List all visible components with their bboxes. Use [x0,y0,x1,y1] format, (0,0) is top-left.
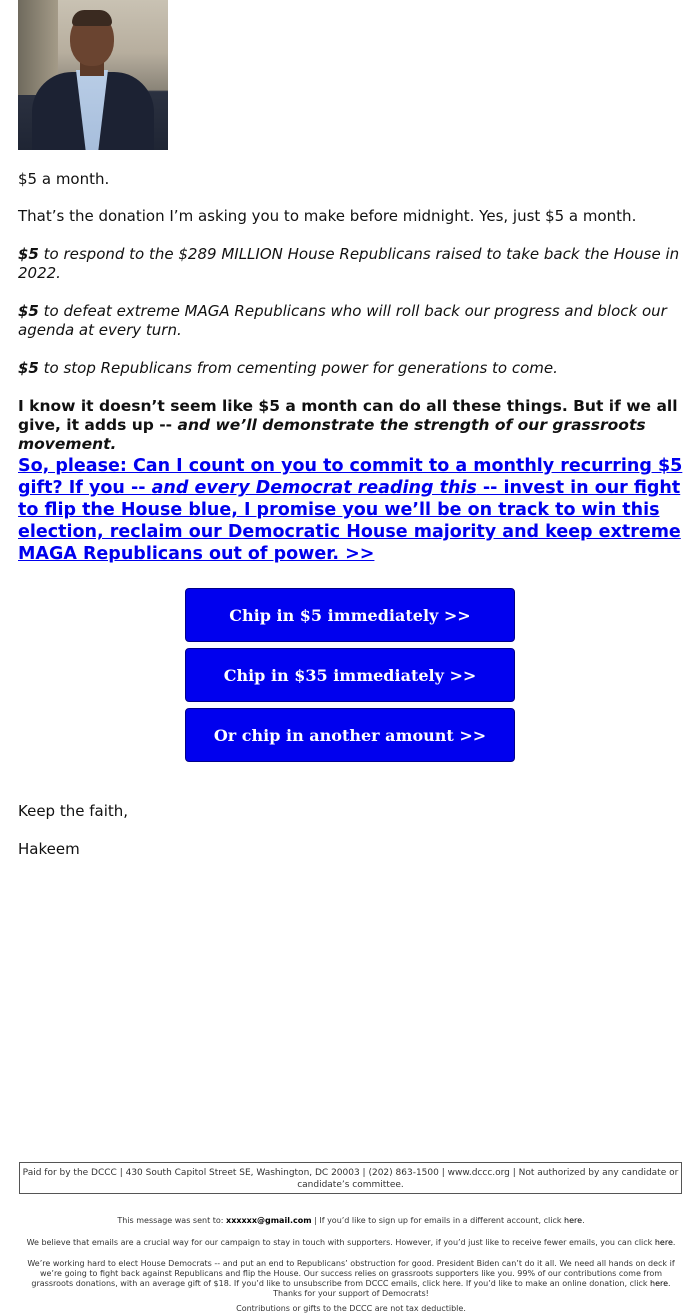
reason-amount: $5 [18,245,39,263]
candidate-photo [18,0,168,150]
reason-text: to respond to the $289 MILLION House Republicans raised to take back the House in 2022. [18,245,680,282]
chip-in-other-button[interactable]: Or chip in another amount >> [185,708,515,762]
ask-line: That’s the donation I’m asking you to make before midnight. Yes, just $5 a month. [18,207,637,225]
bold-text: I know it doesn’t seem like $5 a month can do all these things. But if we all give, it adds up -- [18,397,678,434]
donate-link-text-end[interactable]: -- invest in our fight to flip the House blue, I promise you we’ll be on track to win this election, reclaim our Democratic House majority and keep extreme MAGA Republicans out of power. >> [18,478,681,564]
reason-amount: $5 [18,359,39,377]
chip-in-35-button[interactable]: Chip in $35 immediately >> [185,648,515,702]
donate-link-italic[interactable]: and every Democrat reading this [151,478,477,498]
chip-in-5-button[interactable]: Chip in $5 immediately >> [185,588,515,642]
tax-disclaimer: Contributions or gifts to the DCCC are not tax deductible. [236,1304,466,1313]
reason-item [18,302,684,340]
sent-to-prefix: This message was sent to: [117,1216,227,1225]
reason-amount: $5 [18,302,39,320]
working-hard-end: . Thanks for your support of Democrats! [273,1279,671,1298]
reason-text: to stop Republicans from cementing power for generations to come. [38,359,558,377]
reason-text: to defeat extreme MAGA Republicans who will roll back our progress and block our agenda at every turn. [18,302,667,339]
fewer-emails-here-link[interactable]: here [654,1238,673,1247]
paid-for-disclaimer: Paid for by the DCCC | 430 South Capitol Street SE, Washington, DC 20003 | (202) 863-1500 | www.dccc.org | Not authorized by any candidate or candidate’s committee. [19,1162,682,1194]
donate-link-paragraph[interactable] [18,455,684,565]
donate-here-link[interactable]: here [650,1279,669,1288]
sent-to-line: This message was sent to: xxxxxx@gmail.com | If you’d like to sign up for emails in a different account, click here. [117,1216,585,1225]
reason-item [18,245,684,283]
bold-italic-text: and we’ll demonstrate the strength of our grassroots movement. [18,416,646,453]
fewer-emails-text: We believe that emails are a crucial way for our campaign to stay in touch with supporters. However, if you’d just like to receive fewer emails, you can click [26,1238,655,1247]
working-hard-text: We’re working hard to elect House Democrats -- and put an end to Republicans’ obstruction for good. President Biden can’t do it all. We need all hands on deck if we’re going to fight back against Republicans and flip the House. Our success relies on grassroots supporters like you. 99% of our contributions come from grassroots donations, with an average gift of $18. If you’d like to unsubscribe from DCCC emails, click here. If you’d like to make an online donation, click [27,1259,675,1288]
closing-line: Keep the faith, [18,802,129,820]
intro-line: $5 a month. [18,170,110,188]
sent-to-suffix: | If you’d like to sign up for emails in a different account, click [311,1216,565,1225]
signature-name: Hakeem [18,840,80,858]
donate-link-text[interactable]: So, please: Can I count on you to commit to a monthly recurring $5 gift? If you -- [18,456,683,498]
recipient-email: xxxxxx@gmail.com [226,1216,312,1225]
signup-here-link[interactable]: here [564,1216,583,1225]
reason-item [18,359,684,378]
bold-paragraph [18,397,684,454]
fewer-emails-line: We believe that emails are a crucial way for our campaign to stay in touch with supporters. However, if you’d just like to receive fewer emails, you can click here. [26,1238,676,1247]
working-hard-paragraph [18,1259,684,1299]
